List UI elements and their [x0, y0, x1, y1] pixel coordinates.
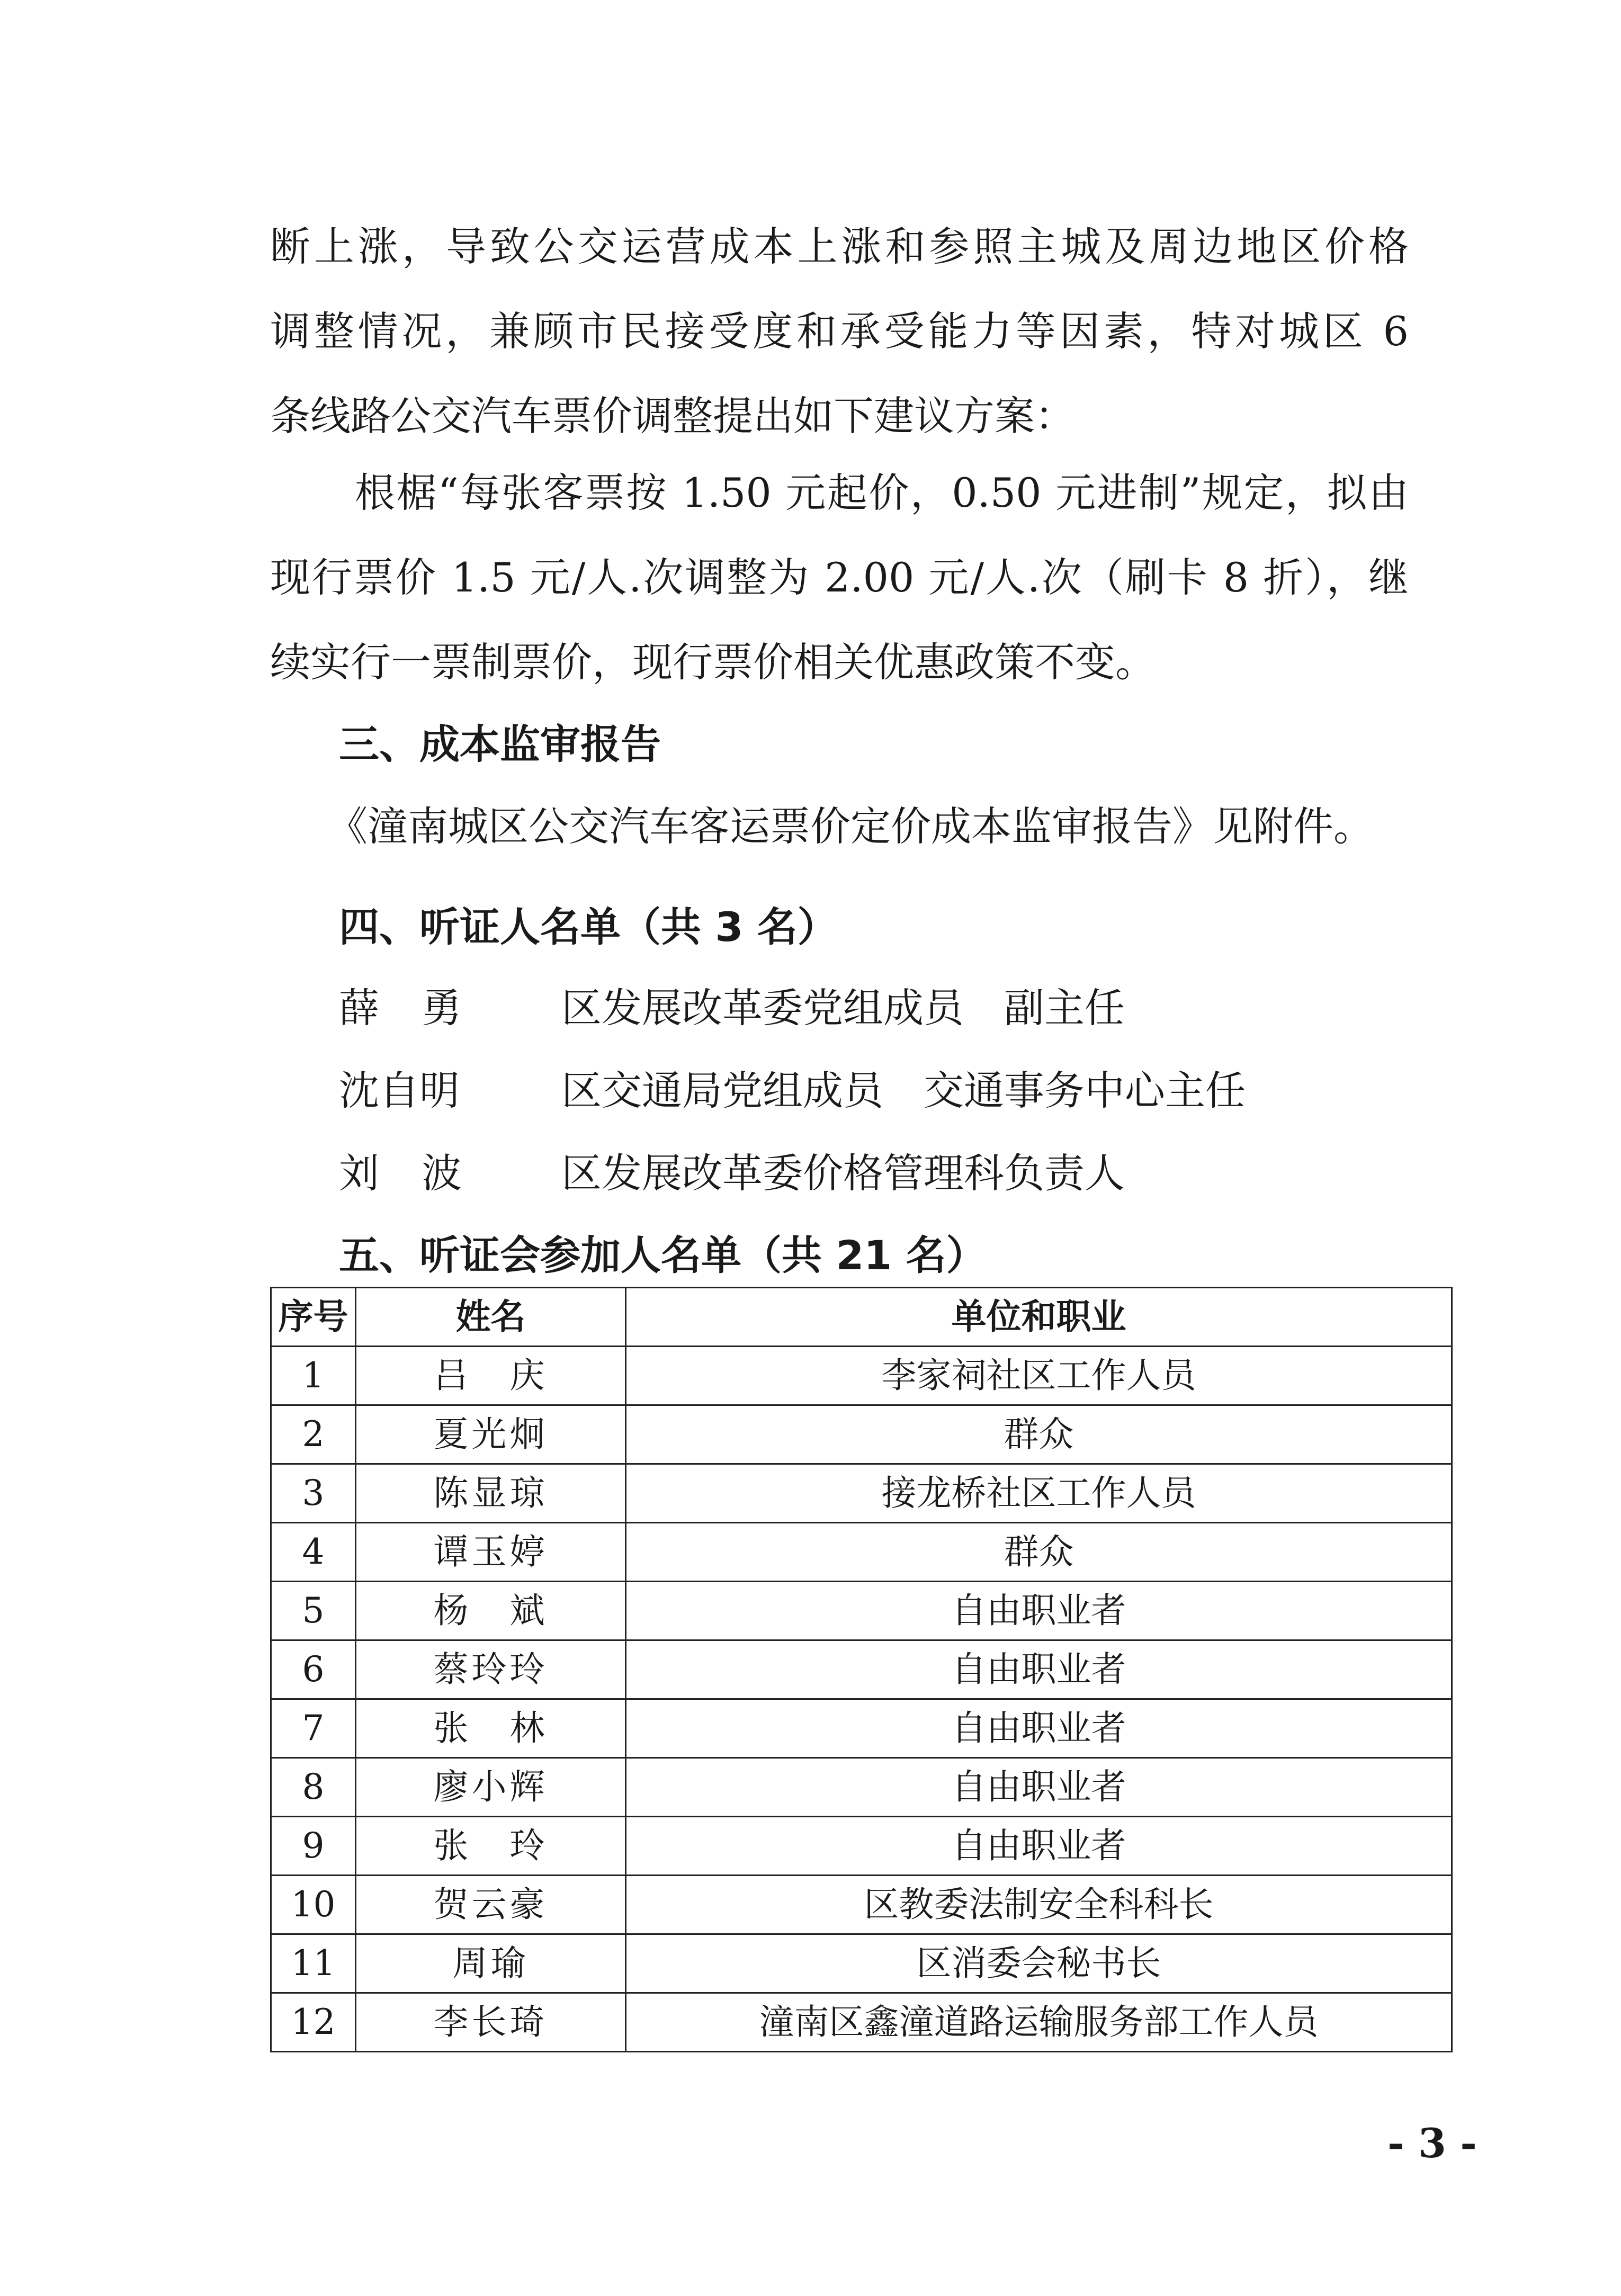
table-row — [271, 1464, 1452, 1523]
column-header-affiliation: 单位和职业 — [626, 1288, 1452, 1347]
row-name: 张 林 — [356, 1699, 626, 1758]
person-role: 区发展改革委价格管理科负责人 — [561, 1150, 1125, 1197]
body-line: 现行票价 1.5 元/人.次调整为 2.00 元/人.次（刷卡 8 折），继 — [270, 554, 1409, 601]
section-heading: 三、成本监审报告 — [339, 721, 661, 768]
row-number: 9 — [271, 1817, 356, 1876]
row-name: 张 玲 — [356, 1817, 626, 1876]
table-row — [271, 1582, 1452, 1640]
row-name: 贺云豪 — [356, 1876, 626, 1934]
body-line: 断上涨，导致公交运营成本上涨和参照主城及周边地区价格 — [270, 223, 1409, 270]
person-name: 沈自明 — [339, 1067, 460, 1114]
table-row — [271, 1876, 1452, 1934]
row-affiliation: 区消委会秘书长 — [626, 1934, 1452, 1993]
column-header-number: 序号 — [271, 1288, 356, 1347]
row-number: 4 — [271, 1523, 356, 1582]
row-affiliation: 潼南区鑫潼道路运输服务部工作人员 — [626, 1993, 1452, 2052]
body-line: 条线路公交汽车票价调整提出如下建议方案： — [270, 392, 1075, 440]
row-number: 11 — [271, 1934, 356, 1993]
column-header-name: 姓名 — [356, 1288, 626, 1347]
row-name: 廖小辉 — [356, 1758, 626, 1817]
row-number: 3 — [271, 1464, 356, 1523]
table-row — [271, 1640, 1452, 1699]
row-affiliation: 李家祠社区工作人员 — [626, 1347, 1452, 1405]
row-affiliation: 群众 — [626, 1523, 1452, 1582]
row-number: 10 — [271, 1876, 356, 1934]
row-number: 6 — [271, 1640, 356, 1699]
row-affiliation: 区教委法制安全科科长 — [626, 1876, 1452, 1934]
body-line: 调整情况，兼顾市民接受度和承受能力等因素，特对城区 6 — [270, 308, 1409, 355]
person-role: 区发展改革委党组成员 副主任 — [561, 984, 1125, 1032]
row-number: 1 — [271, 1347, 356, 1405]
row-number: 5 — [271, 1582, 356, 1640]
table-row — [271, 1993, 1452, 2052]
table-row — [271, 1817, 1452, 1876]
page-number: - 3 - — [1387, 2120, 1477, 2167]
row-number: 7 — [271, 1699, 356, 1758]
row-number: 2 — [271, 1405, 356, 1464]
row-name: 谭玉婷 — [356, 1523, 626, 1582]
row-name: 夏光炯 — [356, 1405, 626, 1464]
body-line: 根椐“每张客票按 1.50 元起价，0.50 元进制”规定，拟由 — [355, 469, 1409, 516]
hearing-person — [0, 1150, 1621, 1197]
section-heading: 五、听证会参加人名单（共 21 名） — [339, 1232, 987, 1279]
row-affiliation: 群众 — [626, 1405, 1452, 1464]
table-row — [271, 1699, 1452, 1758]
row-affiliation: 接龙桥社区工作人员 — [626, 1464, 1452, 1523]
row-name: 李长琦 — [356, 1993, 626, 2052]
table-row — [271, 1405, 1452, 1464]
section-heading: 四、听证人名单（共 3 名） — [339, 903, 838, 950]
row-affiliation: 自由职业者 — [626, 1758, 1452, 1817]
table-row — [271, 1934, 1452, 1993]
row-affiliation: 自由职业者 — [626, 1699, 1452, 1758]
hearing-person — [0, 984, 1621, 1032]
row-affiliation: 自由职业者 — [626, 1817, 1452, 1876]
row-name: 吕 庆 — [356, 1347, 626, 1405]
row-name: 陈显琼 — [356, 1464, 626, 1523]
table-row — [271, 1523, 1452, 1582]
row-name: 杨 斌 — [356, 1582, 626, 1640]
row-affiliation: 自由职业者 — [626, 1582, 1452, 1640]
person-role: 区交通局党组成员 交通事务中心主任 — [561, 1067, 1246, 1114]
row-number: 12 — [271, 1993, 356, 2052]
table-row — [271, 1758, 1452, 1817]
participants-table — [270, 1287, 1453, 2052]
table-row — [271, 1347, 1452, 1405]
person-name: 薛勇 — [339, 984, 504, 1032]
body-line: 《潼南城区公交汽车客运票价定价成本监审报告》见附件。 — [327, 803, 1374, 850]
person-name: 刘波 — [339, 1150, 504, 1197]
table-header-row — [271, 1288, 1452, 1347]
row-name: 周瑜 — [356, 1934, 626, 1993]
hearing-person — [0, 1067, 1621, 1114]
row-name: 蔡玲玲 — [356, 1640, 626, 1699]
body-line: 续实行一票制票价，现行票价相关优惠政策不变。 — [270, 639, 1156, 686]
row-number: 8 — [271, 1758, 356, 1817]
row-affiliation: 自由职业者 — [626, 1640, 1452, 1699]
